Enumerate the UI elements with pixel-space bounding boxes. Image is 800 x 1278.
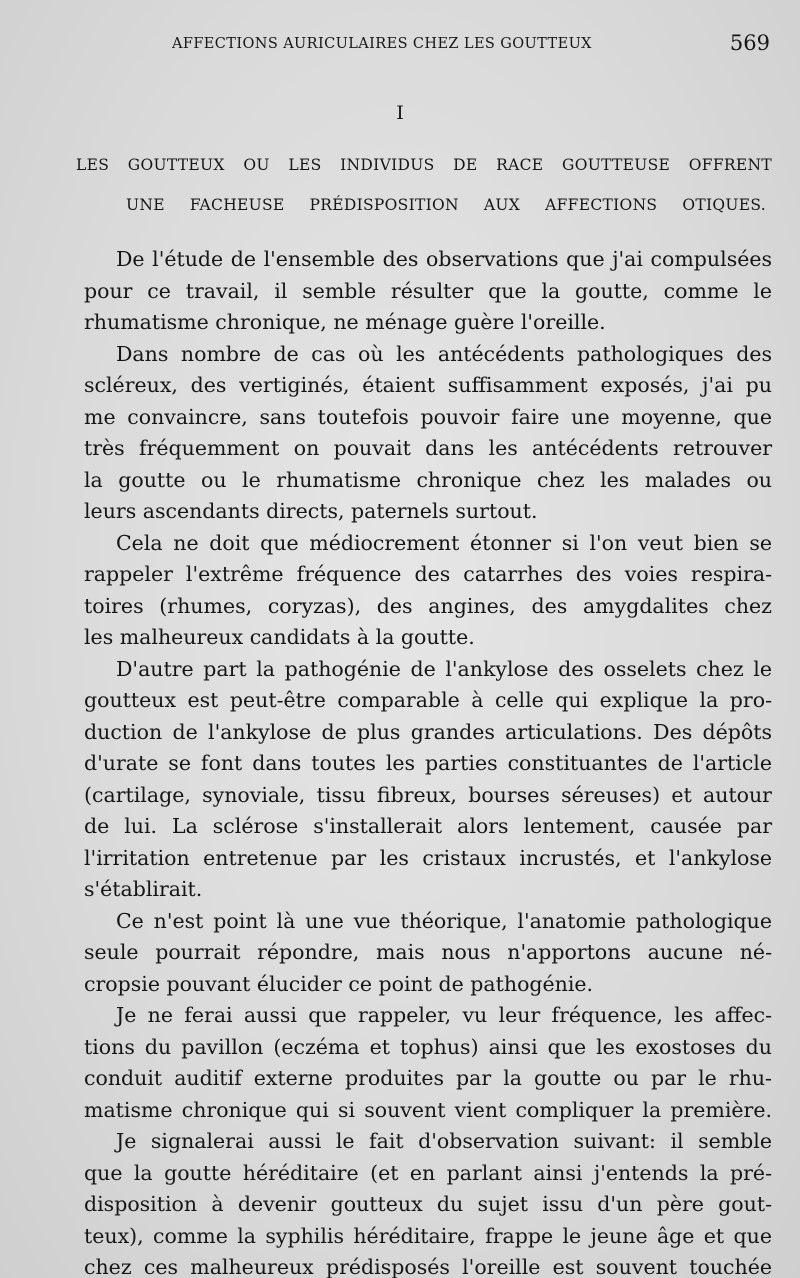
text-line: la goutte ou le rhumatisme chronique chez les malades ou xyxy=(84,467,772,492)
text-line: Cela ne doit que médiocrement étonner si l'on veut bien se xyxy=(116,530,772,555)
running-title: AFFECTIONS AURICULAIRES CHEZ LES GOUTTEUX xyxy=(172,36,592,52)
text-line: les malheureux candidats à la goutte. xyxy=(84,625,475,649)
text-line: cropsie pouvant élucider ce point de pathogénie. xyxy=(84,971,594,996)
text-line: Ce n'est point là une vue théorique, l'anatomie pathologique xyxy=(116,908,772,933)
text-line: seule pourrait répondre, mais nous n'apportons aucune né- xyxy=(84,940,772,964)
text-line: que la goutte héréditaire (et en parlant ainsi j'entends la pré- xyxy=(84,1160,772,1185)
text-line: tions du pavillon (eczéma et tophus) ainsi que les exostoses du xyxy=(84,1034,772,1059)
text-line: rhumatisme chronique, ne ménage guère l'oreille. xyxy=(84,310,606,334)
text-line: (cartilage, synoviale, tissu fibreux, bourses séreuses) et autour xyxy=(84,782,772,807)
text-line: toires (rhumes, coryzas), des angines, des amygdalites chez xyxy=(84,593,772,618)
section-title-line: LES GOUTTEUX OU LES INDIVIDUS DE RACE GOUTTEUSE OFFRENT xyxy=(76,156,772,174)
text-line: chez ces malheureux prédisposés l'oreille est souvent touchée xyxy=(84,1255,772,1278)
text-line: me convaincre, sans toutefois pouvoir faire une moyenne, que xyxy=(84,404,772,429)
text-line: l'irritation entretenue par les cristaux incrustés, et l'ankylose xyxy=(84,845,772,870)
section-title-line: UNE FACHEUSE PRÉDISPOSITION AUX AFFECTIONS OTIQUES. xyxy=(126,196,766,214)
text-line: Dans nombre de cas où les antécédents pathologiques des xyxy=(116,341,772,366)
text-line: de lui. La sclérose s'installerait alors lentement, causée par xyxy=(84,814,772,838)
text-line: duction de l'ankylose de plus grandes articulations. Des dépôts xyxy=(84,719,772,744)
body-text xyxy=(84,244,772,1278)
text-line: d'urate se font dans toutes les parties constituantes de l'article xyxy=(84,751,772,775)
text-line: leurs ascendants directs, paternels surtout. xyxy=(84,499,538,523)
text-line: pour ce travail, il semble résulter que la goutte, comme le xyxy=(84,278,772,303)
text-line: De l'étude de l'ensemble des observations que j'ai compulsées xyxy=(116,247,772,271)
text-line: D'autre part la pathogénie de l'ankylose des osselets chez le xyxy=(116,656,772,681)
text-line: disposition à devenir goutteux du sujet issu d'un père gout- xyxy=(84,1192,772,1216)
text-line: très fréquemment on pouvait dans les antécédents retrouver xyxy=(84,436,772,460)
text-line: conduit auditif externe produites par la goutte ou par le rhu- xyxy=(84,1066,772,1090)
page-number: 569 xyxy=(729,31,770,55)
text-line: teux), comme la syphilis héréditaire, frappe le jeune âge et que xyxy=(84,1223,772,1248)
text-line: Je ne ferai aussi que rappeler, vu leur fréquence, les affec- xyxy=(116,1003,772,1027)
text-line: Je signalerai aussi le fait d'observation suivant: il semble xyxy=(116,1129,772,1153)
text-line: goutteux est peut-être comparable à celle qui explique la pro- xyxy=(84,688,772,712)
text-line: matisme chronique qui si souvent vient compliquer la première. xyxy=(84,1097,772,1122)
text-line: s'établirait. xyxy=(84,877,203,901)
text-line: scléreux, des vertiginés, étaient suffisamment exposés, j'ai pu xyxy=(84,373,772,397)
text-line: rappeler l'extrême fréquence des catarrhes des voies respira- xyxy=(84,562,772,586)
section-number: I xyxy=(396,102,404,124)
